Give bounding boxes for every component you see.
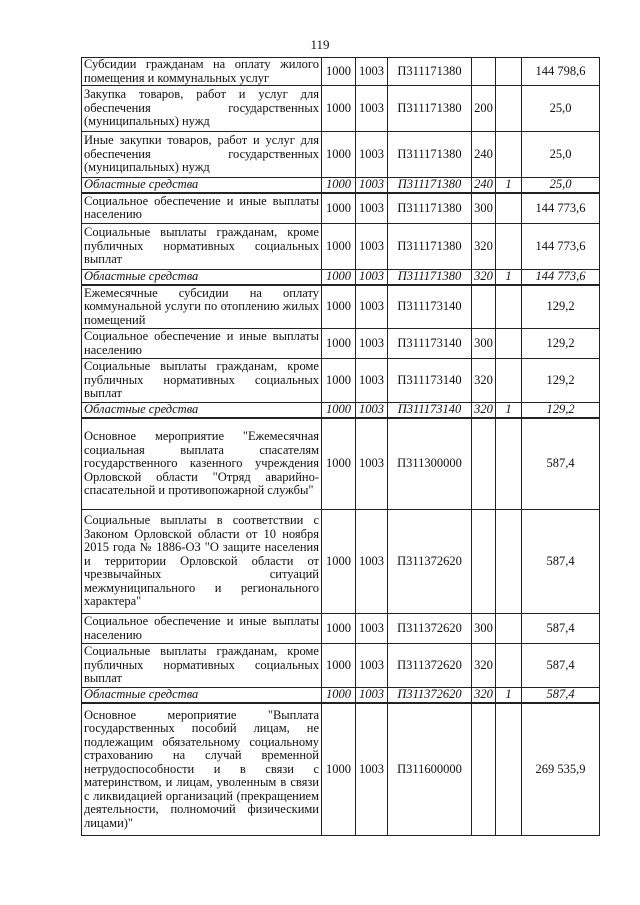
expense-type-code: 300 [472,329,496,359]
ministry-code: 1000 [322,418,356,510]
amount: 587,4 [522,614,600,644]
section-code: 1003 [356,132,388,178]
row-name: Областные средства [82,403,322,418]
source-code [496,86,522,132]
row-name: Областные средства [82,178,322,193]
section-code: 1003 [356,403,388,418]
row-name: Закупка товаров, работ и услуг для обеспечения государственных (муниципальных) нужд [82,86,322,132]
target-code: П311300000 [388,418,472,510]
row-name: Социальные выплаты гражданам, кроме публичных нормативных социальных выплат [82,644,322,688]
target-code: П311171380 [388,178,472,193]
ministry-code: 1000 [322,510,356,614]
expense-type-code: 320 [472,688,496,703]
ministry-code: 1000 [322,58,356,86]
source-code [496,418,522,510]
source-code [496,703,522,836]
ministry-code: 1000 [322,178,356,193]
row-name: Основное мероприятие "Ежемесячная социальная выплата спасателям государственного казенного учреждения Орловской области "Отряд аварийно-спасательной и противопожарной службы" [82,418,322,510]
amount: 129,2 [522,359,600,403]
table-row [82,510,600,614]
row-name: Иные закупки товаров, работ и услуг для обеспечения государственных (муниципальных) нужд [82,132,322,178]
expense-type-code: 300 [472,193,496,224]
ministry-code: 1000 [322,193,356,224]
table-row [82,178,600,193]
ministry-code: 1000 [322,132,356,178]
target-code: П311372620 [388,688,472,703]
table-row [82,132,600,178]
table-row [82,270,600,285]
target-code: П311171380 [388,86,472,132]
section-code: 1003 [356,510,388,614]
amount: 587,4 [522,510,600,614]
target-code: П311171380 [388,132,472,178]
section-code: 1003 [356,688,388,703]
expense-type-code [472,58,496,86]
budget-table [81,57,600,836]
row-name: Субсидии гражданам на оплату жилого помещения и коммунальных услуг [82,58,322,86]
target-code: П311173140 [388,359,472,403]
amount: 25,0 [522,178,600,193]
row-name: Областные средства [82,270,322,285]
row-name: Социальные выплаты гражданам, кроме публичных нормативных социальных выплат [82,359,322,403]
section-code: 1003 [356,193,388,224]
expense-type-code: 300 [472,614,496,644]
expense-type-code [472,285,496,329]
amount: 587,4 [522,688,600,703]
row-name: Социальное обеспечение и иные выплаты населению [82,614,322,644]
expense-type-code: 320 [472,224,496,270]
amount: 144 773,6 [522,270,600,285]
source-code: 1 [496,403,522,418]
expense-type-code: 320 [472,270,496,285]
target-code: П311171380 [388,270,472,285]
section-code: 1003 [356,703,388,836]
expense-type-code: 320 [472,359,496,403]
table-row [82,86,600,132]
ministry-code: 1000 [322,329,356,359]
source-code: 1 [496,270,522,285]
source-code: 1 [496,178,522,193]
section-code: 1003 [356,644,388,688]
section-code: 1003 [356,178,388,193]
source-code [496,193,522,224]
section-code: 1003 [356,270,388,285]
ministry-code: 1000 [322,644,356,688]
source-code: 1 [496,688,522,703]
row-name: Социальное обеспечение и иные выплаты населению [82,329,322,359]
ministry-code: 1000 [322,86,356,132]
target-code: П311173140 [388,329,472,359]
target-code: П311600000 [388,703,472,836]
amount: 144 773,6 [522,193,600,224]
ministry-code: 1000 [322,703,356,836]
expense-type-code [472,703,496,836]
target-code: П311171380 [388,58,472,86]
ministry-code: 1000 [322,270,356,285]
table-row [82,703,600,836]
source-code [496,224,522,270]
expense-type-code: 240 [472,132,496,178]
ministry-code: 1000 [322,614,356,644]
row-name: Социальные выплаты в соответствии с Законом Орловской области от 10 ноября 2015 года № 1886-ОЗ "О защите населения и территории Орловской области от чрезвычайных ситуаций межмуниципального и регионального характера" [82,510,322,614]
source-code [496,614,522,644]
target-code: П311171380 [388,224,472,270]
amount: 129,2 [522,285,600,329]
target-code: П311372620 [388,510,472,614]
ministry-code: 1000 [322,285,356,329]
expense-type-code: 200 [472,86,496,132]
amount: 269 535,9 [522,703,600,836]
target-code: П311173140 [388,403,472,418]
section-code: 1003 [356,285,388,329]
section-code: 1003 [356,86,388,132]
row-name: Социальное обеспечение и иные выплаты населению [82,193,322,224]
expense-type-code [472,510,496,614]
ministry-code: 1000 [322,688,356,703]
source-code [496,58,522,86]
page-number: 119 [310,37,330,52]
row-name: Основное мероприятие "Выплата государственных пособий лицам, не подлежащим обязательному социальному страхованию на случай временной нетрудоспособности и в связи с материнством, и лицам, уволенным в связи с ликвидацией организаций (прекращением деятельности, полномочий физическими лицами)" [82,703,322,836]
row-name: Областные средства [82,688,322,703]
expense-type-code: 240 [472,178,496,193]
source-code [496,510,522,614]
target-code: П311372620 [388,644,472,688]
table-row [82,418,600,510]
table-row [82,614,600,644]
ministry-code: 1000 [322,224,356,270]
row-name: Социальные выплаты гражданам, кроме публичных нормативных социальных выплат [82,224,322,270]
target-code: П311173140 [388,285,472,329]
source-code [496,359,522,403]
target-code: П311372620 [388,614,472,644]
amount: 587,4 [522,418,600,510]
amount: 25,0 [522,86,600,132]
table-row [82,359,600,403]
source-code [496,329,522,359]
amount: 587,4 [522,644,600,688]
target-code: П311171380 [388,193,472,224]
source-code [496,132,522,178]
section-code: 1003 [356,329,388,359]
expense-type-code: 320 [472,403,496,418]
expense-type-code: 320 [472,644,496,688]
table-row [82,285,600,329]
section-code: 1003 [356,359,388,403]
amount: 129,2 [522,329,600,359]
section-code: 1003 [356,418,388,510]
table-row [82,403,600,418]
section-code: 1003 [356,58,388,86]
table-row [82,688,600,703]
amount: 144 773,6 [522,224,600,270]
source-code [496,644,522,688]
amount: 144 798,6 [522,58,600,86]
amount: 25,0 [522,132,600,178]
source-code [496,285,522,329]
section-code: 1003 [356,614,388,644]
row-name: Ежемесячные субсидии на оплату коммунальной услуги по отоплению жилых помещений [82,285,322,329]
amount: 129,2 [522,403,600,418]
table-row [82,644,600,688]
expense-type-code [472,418,496,510]
table-row [82,329,600,359]
table-row [82,224,600,270]
ministry-code: 1000 [322,359,356,403]
section-code: 1003 [356,224,388,270]
table-row [82,193,600,224]
table-row [82,58,600,86]
ministry-code: 1000 [322,403,356,418]
